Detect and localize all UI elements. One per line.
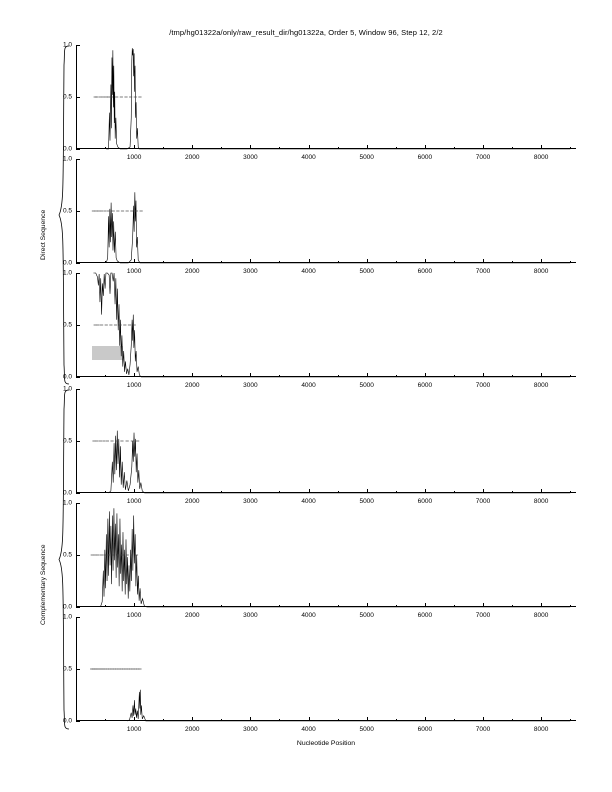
x-tick-label: 8000: [533, 154, 549, 161]
x-tick-label: 6000: [417, 154, 433, 161]
y-tick-label: 0.5: [62, 665, 72, 673]
y-tick-label: 1.0: [62, 385, 72, 393]
x-tick-label: 1000: [126, 498, 142, 505]
x-tick-label: 4000: [301, 382, 316, 389]
x-tick-label: 1000: [126, 382, 142, 389]
x-tick-label: 7000: [475, 154, 491, 161]
plot-area: [62, 385, 576, 505]
plot-panel-complementary-frame-1: [62, 385, 576, 505]
y-tick-label: 0.5: [62, 551, 72, 559]
x-tick-label: 3000: [243, 154, 258, 161]
y-tick: [76, 377, 80, 378]
x-tick-label: 6000: [417, 268, 433, 275]
plot-area: [62, 269, 576, 389]
x-tick-label: 1000: [126, 154, 142, 161]
x-tick-label: 3000: [243, 726, 258, 733]
plot-panel-complementary-frame-2: [62, 499, 576, 619]
y-tick-label: 1.0: [62, 499, 72, 507]
y-tick-label: 0.0: [62, 717, 72, 725]
x-tick-label: 6000: [417, 382, 433, 389]
x-tick-label: 1000: [126, 726, 142, 733]
x-tick-label: 2000: [185, 726, 200, 733]
x-tick-label: 3000: [243, 382, 258, 389]
y-tick-label: 0.5: [62, 93, 72, 101]
plot-panel-complementary-frame-3: [62, 613, 576, 733]
y-tick: [76, 721, 80, 722]
plot-area: [62, 613, 576, 733]
x-tick-label: 5000: [359, 382, 374, 389]
y-tick: [76, 149, 80, 150]
x-tick-label: 8000: [533, 382, 549, 389]
x-axis-title: Nucleotide Position: [296, 740, 356, 747]
plot-area: [62, 41, 576, 161]
plot-panel-direct-frame-2: [62, 155, 576, 275]
x-tick-label: 2000: [185, 498, 200, 505]
x-tick-label: 7000: [475, 726, 491, 733]
figure-title: /tmp/hg01322a/only/raw_result_dir/hg01322a, Order 5, Window 96, Step 12, 2/2: [169, 28, 443, 37]
y-tick: [76, 493, 80, 494]
series-trace: [76, 273, 576, 377]
x-tick-label: 7000: [475, 268, 491, 275]
series-trace: [76, 389, 576, 493]
y-tick-label: 1.0: [62, 269, 72, 277]
x-tick-label: 4000: [301, 154, 316, 161]
y-tick-label: 0.5: [62, 207, 72, 215]
x-tick-label: 8000: [533, 268, 549, 275]
y-tick-label: 0.0: [62, 489, 72, 497]
x-tick-label: 8000: [533, 612, 549, 619]
plot-panel-direct-frame-1: [62, 41, 576, 161]
complementary-sequence-label: Complementary Sequence: [40, 544, 47, 625]
plot-area: [62, 499, 576, 619]
x-tick-label: 3000: [243, 498, 258, 505]
x-tick-label: 4000: [301, 612, 316, 619]
y-tick-label: 0.0: [62, 603, 72, 611]
x-tick-label: 2000: [185, 154, 200, 161]
x-tick-label: 1000: [126, 612, 142, 619]
series-trace: [76, 45, 576, 149]
x-tick-label: 8000: [533, 498, 549, 505]
x-tick-label: 5000: [359, 498, 374, 505]
x-tick-label: 3000: [243, 612, 258, 619]
x-tick-label: 5000: [359, 154, 374, 161]
y-tick-label: 1.0: [62, 613, 72, 621]
x-tick-label: 5000: [359, 726, 374, 733]
x-tick-label: 3000: [243, 268, 258, 275]
plot-panel-direct-frame-3: [62, 269, 576, 389]
series-trace: [76, 617, 576, 721]
y-tick-label: 0.0: [62, 145, 72, 153]
x-tick-label: 5000: [359, 612, 374, 619]
x-tick-label: 1000: [126, 268, 142, 275]
x-tick-label: 8000: [533, 726, 549, 733]
x-tick-label: 5000: [359, 268, 374, 275]
y-tick-label: 1.0: [62, 41, 72, 49]
x-tick-label: 2000: [185, 612, 200, 619]
x-tick-label: 7000: [475, 498, 491, 505]
y-tick: [76, 607, 80, 608]
x-tick-label: 6000: [417, 498, 433, 505]
y-tick-label: 0.5: [62, 437, 72, 445]
x-tick-label: 2000: [185, 382, 200, 389]
y-tick-label: 0.5: [62, 321, 72, 329]
y-tick-label: 1.0: [62, 155, 72, 163]
x-tick-label: 7000: [475, 612, 491, 619]
series-trace: [76, 503, 576, 607]
x-tick-label: 4000: [301, 498, 316, 505]
y-tick: [76, 263, 80, 264]
x-tick-label: 7000: [475, 382, 491, 389]
x-tick-label: 6000: [417, 726, 433, 733]
direct-sequence-label: Direct Sequence: [40, 209, 47, 260]
x-tick-label: 2000: [185, 268, 200, 275]
x-tick-label: 4000: [301, 726, 316, 733]
plot-area: [62, 155, 576, 275]
series-trace: [76, 159, 576, 263]
y-tick-label: 0.0: [62, 373, 72, 381]
x-tick-label: 6000: [417, 612, 433, 619]
x-tick-label: 4000: [301, 268, 316, 275]
y-tick-label: 0.0: [62, 259, 72, 267]
